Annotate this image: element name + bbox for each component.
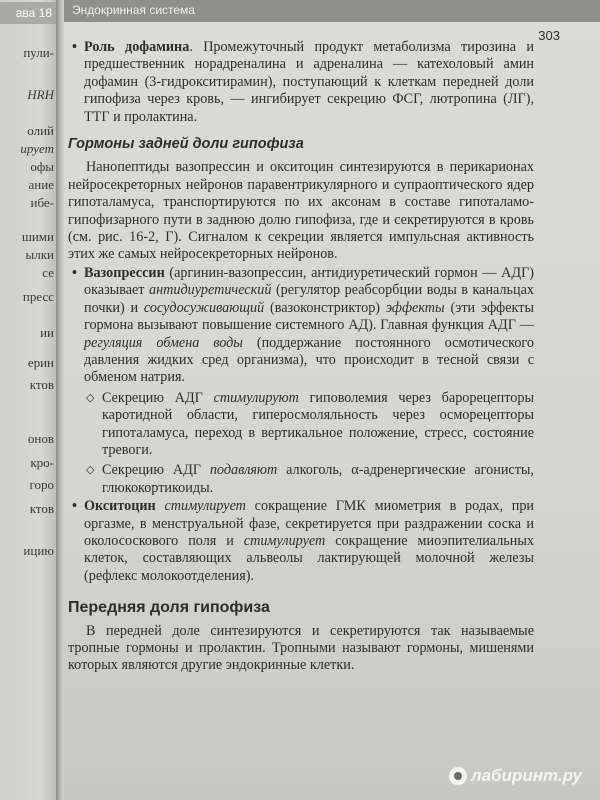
left-page-fragment: горо (29, 477, 54, 492)
vasopressin-label: Вазопрессин (84, 264, 165, 281)
anterior-intro: В передней доле синтезируются и секретируются так называемые тропные гормоны и пролактин. Тропными называют гормоны, мишенями которых являются другие эндокринные клетки. (68, 622, 534, 674)
running-header-title: Эндокринная система (72, 3, 195, 17)
left-page-fragment: кро- (30, 455, 54, 470)
watermark (449, 766, 582, 786)
left-page-edge (0, 0, 58, 800)
right-page (64, 0, 600, 800)
left-page-fragment: офы (30, 159, 54, 174)
adh-inhibition-item: ◇ Секрецию АДГ подавляют алкоголь, α-адренергические агонисты, глюкокортикоиды. (68, 462, 534, 497)
left-page-fragment: пули- (23, 45, 54, 60)
page-number: 303 (538, 28, 560, 43)
left-page-fragment: ание (28, 177, 54, 192)
left-page-fragment: ицию (23, 543, 54, 558)
watermark-logo-icon (449, 767, 467, 785)
left-page-fragment: олий (27, 123, 54, 138)
left-page-fragment: ылки (25, 247, 54, 262)
left-page-fragment: ктов (29, 377, 54, 392)
posterior-heading: Гормоны задней доли гипофиза (68, 136, 304, 153)
vasopressin-paragraph: • Вазопрессин (аргинин-вазопрессин, антидиуретический гормон — АДГ) оказывает антидиуретический (регулятор реабсорбции воды в канальцах почки) и сосудосуживающий (вазоконстриктор) эффекты (эти эффекты гормона вызывают повышение системного АД). Главная функция АДГ — регуляция обмена воды (поддержание постоянного осмотического давления жидких сред организма), что происходит в тесной связи с обменом натрия. (68, 265, 534, 387)
left-page-fragment: ии (40, 325, 54, 340)
dopamine-label: Роль дофамина (84, 39, 190, 55)
oxytocin-label: Окситоцин (84, 498, 156, 515)
left-page-fragment: ирует (20, 141, 54, 156)
running-header-bar (64, 0, 600, 22)
left-page-fragment: ерин (27, 355, 54, 370)
left-page-fragment: се (42, 265, 54, 280)
left-chapter-tab: ава 18 (0, 2, 56, 24)
oxytocin-paragraph: • Окситоцин стимулирует сокращение ГМК миометрия в родах, при оргазме, в менструальной фазе, секретируется при раздражении соска и околососкового поля и стимулирует сокращение миоэпителиальных клеток, составляющих альвеолы лактирующей молочной железы (рефлекс молокоотделения). (68, 498, 534, 585)
watermark-text: лабиринт.ру (471, 766, 582, 785)
left-page-fragment: HRH (27, 87, 54, 102)
anterior-heading: Передняя доля гипофиза (68, 599, 270, 617)
left-page-fragment: шими (21, 229, 54, 244)
left-page-fragment: ибе- (30, 195, 54, 210)
dopamine-paragraph: • Роль дофамина. Промежуточный продукт метаболизма тирозина и предшественник норадреналина и адреналина — катехоловый амин дофамин (3-гидрокситирамин), поступающий к клеткам передней доли гипофиза через кровь, — ингибирует секрецию ФСГ, лютропина (ЛГ), ТТГ и пролактина. (68, 39, 534, 126)
left-page-fragment: онов (27, 431, 54, 446)
page-body (68, 38, 534, 675)
left-page-fragment: пресс (22, 289, 54, 304)
left-page-fragment: ктов (29, 501, 54, 516)
adh-stimulation-item: ◇ Секрецию АДГ стимулируют гиповолемия через барорецепторы каротидной области, гиперосмоляльность через осморецепторы гипоталамуса, переход в вертикальное положение, стресс, состояние тревоги. (68, 390, 534, 460)
posterior-intro: Нанопептиды вазопрессин и окситоцин синтезируются в перикарионах нейросекреторных нейронов паравентрикулярного и супраоптического ядер гипоталамуса, транспортируются по их аксонам в составе гипоталамо-гипофизарного пути в заднюю долю гипофиза, где и секретируются в кровь (см. рис. 16-2, Г). Сигналом к секреции является импульсная активность этих же самых нейросекреторных нейронов. (68, 159, 534, 263)
